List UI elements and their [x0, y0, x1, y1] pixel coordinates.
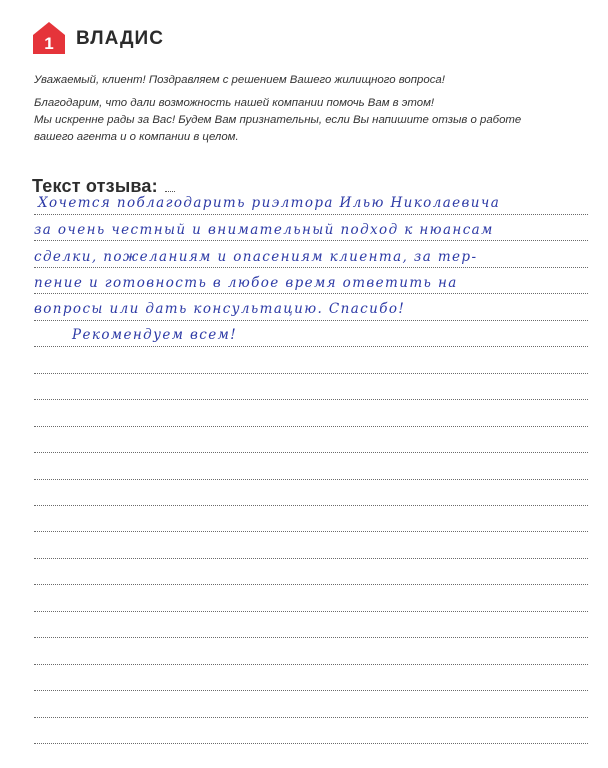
- handwritten-line-2: за очень честный и внимательный подход к нюансам: [34, 222, 494, 238]
- ruled-line: [34, 346, 588, 347]
- ruled-line: [34, 479, 588, 480]
- brand-name: ВЛАДИС: [76, 27, 164, 49]
- ruled-line: [34, 611, 588, 612]
- handwritten-line-1: Хочется поблагодарить риэлтора Илью Николаевича: [38, 195, 501, 211]
- review-title: Текст отзыва:: [32, 176, 158, 196]
- ruled-line: [34, 320, 588, 321]
- ruled-line: [34, 505, 588, 506]
- ruled-line: [34, 240, 588, 241]
- thanks-text-line-1: Благодарим, что дали возможность нашей компании помочь Вам в этом!: [34, 97, 435, 109]
- ruled-line: [34, 717, 588, 718]
- handwritten-line-6: Рекомендуем всем!: [72, 327, 238, 343]
- ruled-line: [34, 267, 588, 268]
- ruled-line: [34, 664, 588, 665]
- ruled-line: [34, 743, 588, 744]
- ruled-line: [34, 558, 588, 559]
- ruled-line: [34, 584, 588, 585]
- ruled-lines: [34, 0, 588, 768]
- ruled-line: [34, 531, 588, 532]
- ruled-line: [34, 399, 588, 400]
- thanks-text-line-2: Мы искренне рады за Вас! Будем Вам признательны, если Вы напишите отзыв о работе: [34, 114, 522, 126]
- handwritten-line-5: вопросы или дать консультацию. Спасибо!: [34, 301, 406, 317]
- greeting-text: Уважаемый, клиент! Поздравляем с решением Вашего жилищного вопроса!: [34, 74, 445, 86]
- ruled-line: [34, 293, 588, 294]
- handwritten-line-3: сделки, пожеланиям и опасениям клиента, за тер-: [34, 249, 478, 265]
- logo-digit: 1: [44, 34, 54, 53]
- ruled-line: [34, 452, 588, 453]
- ruled-line: [34, 426, 588, 427]
- thanks-text-line-3: вашего агента и о компании в целом.: [34, 131, 239, 143]
- handwritten-line-4: пение и готовность в любое время ответить на: [34, 275, 458, 291]
- ruled-line: [34, 690, 588, 691]
- ruled-line: [34, 637, 588, 638]
- ruled-line: [34, 214, 588, 215]
- ruled-line: [34, 373, 588, 374]
